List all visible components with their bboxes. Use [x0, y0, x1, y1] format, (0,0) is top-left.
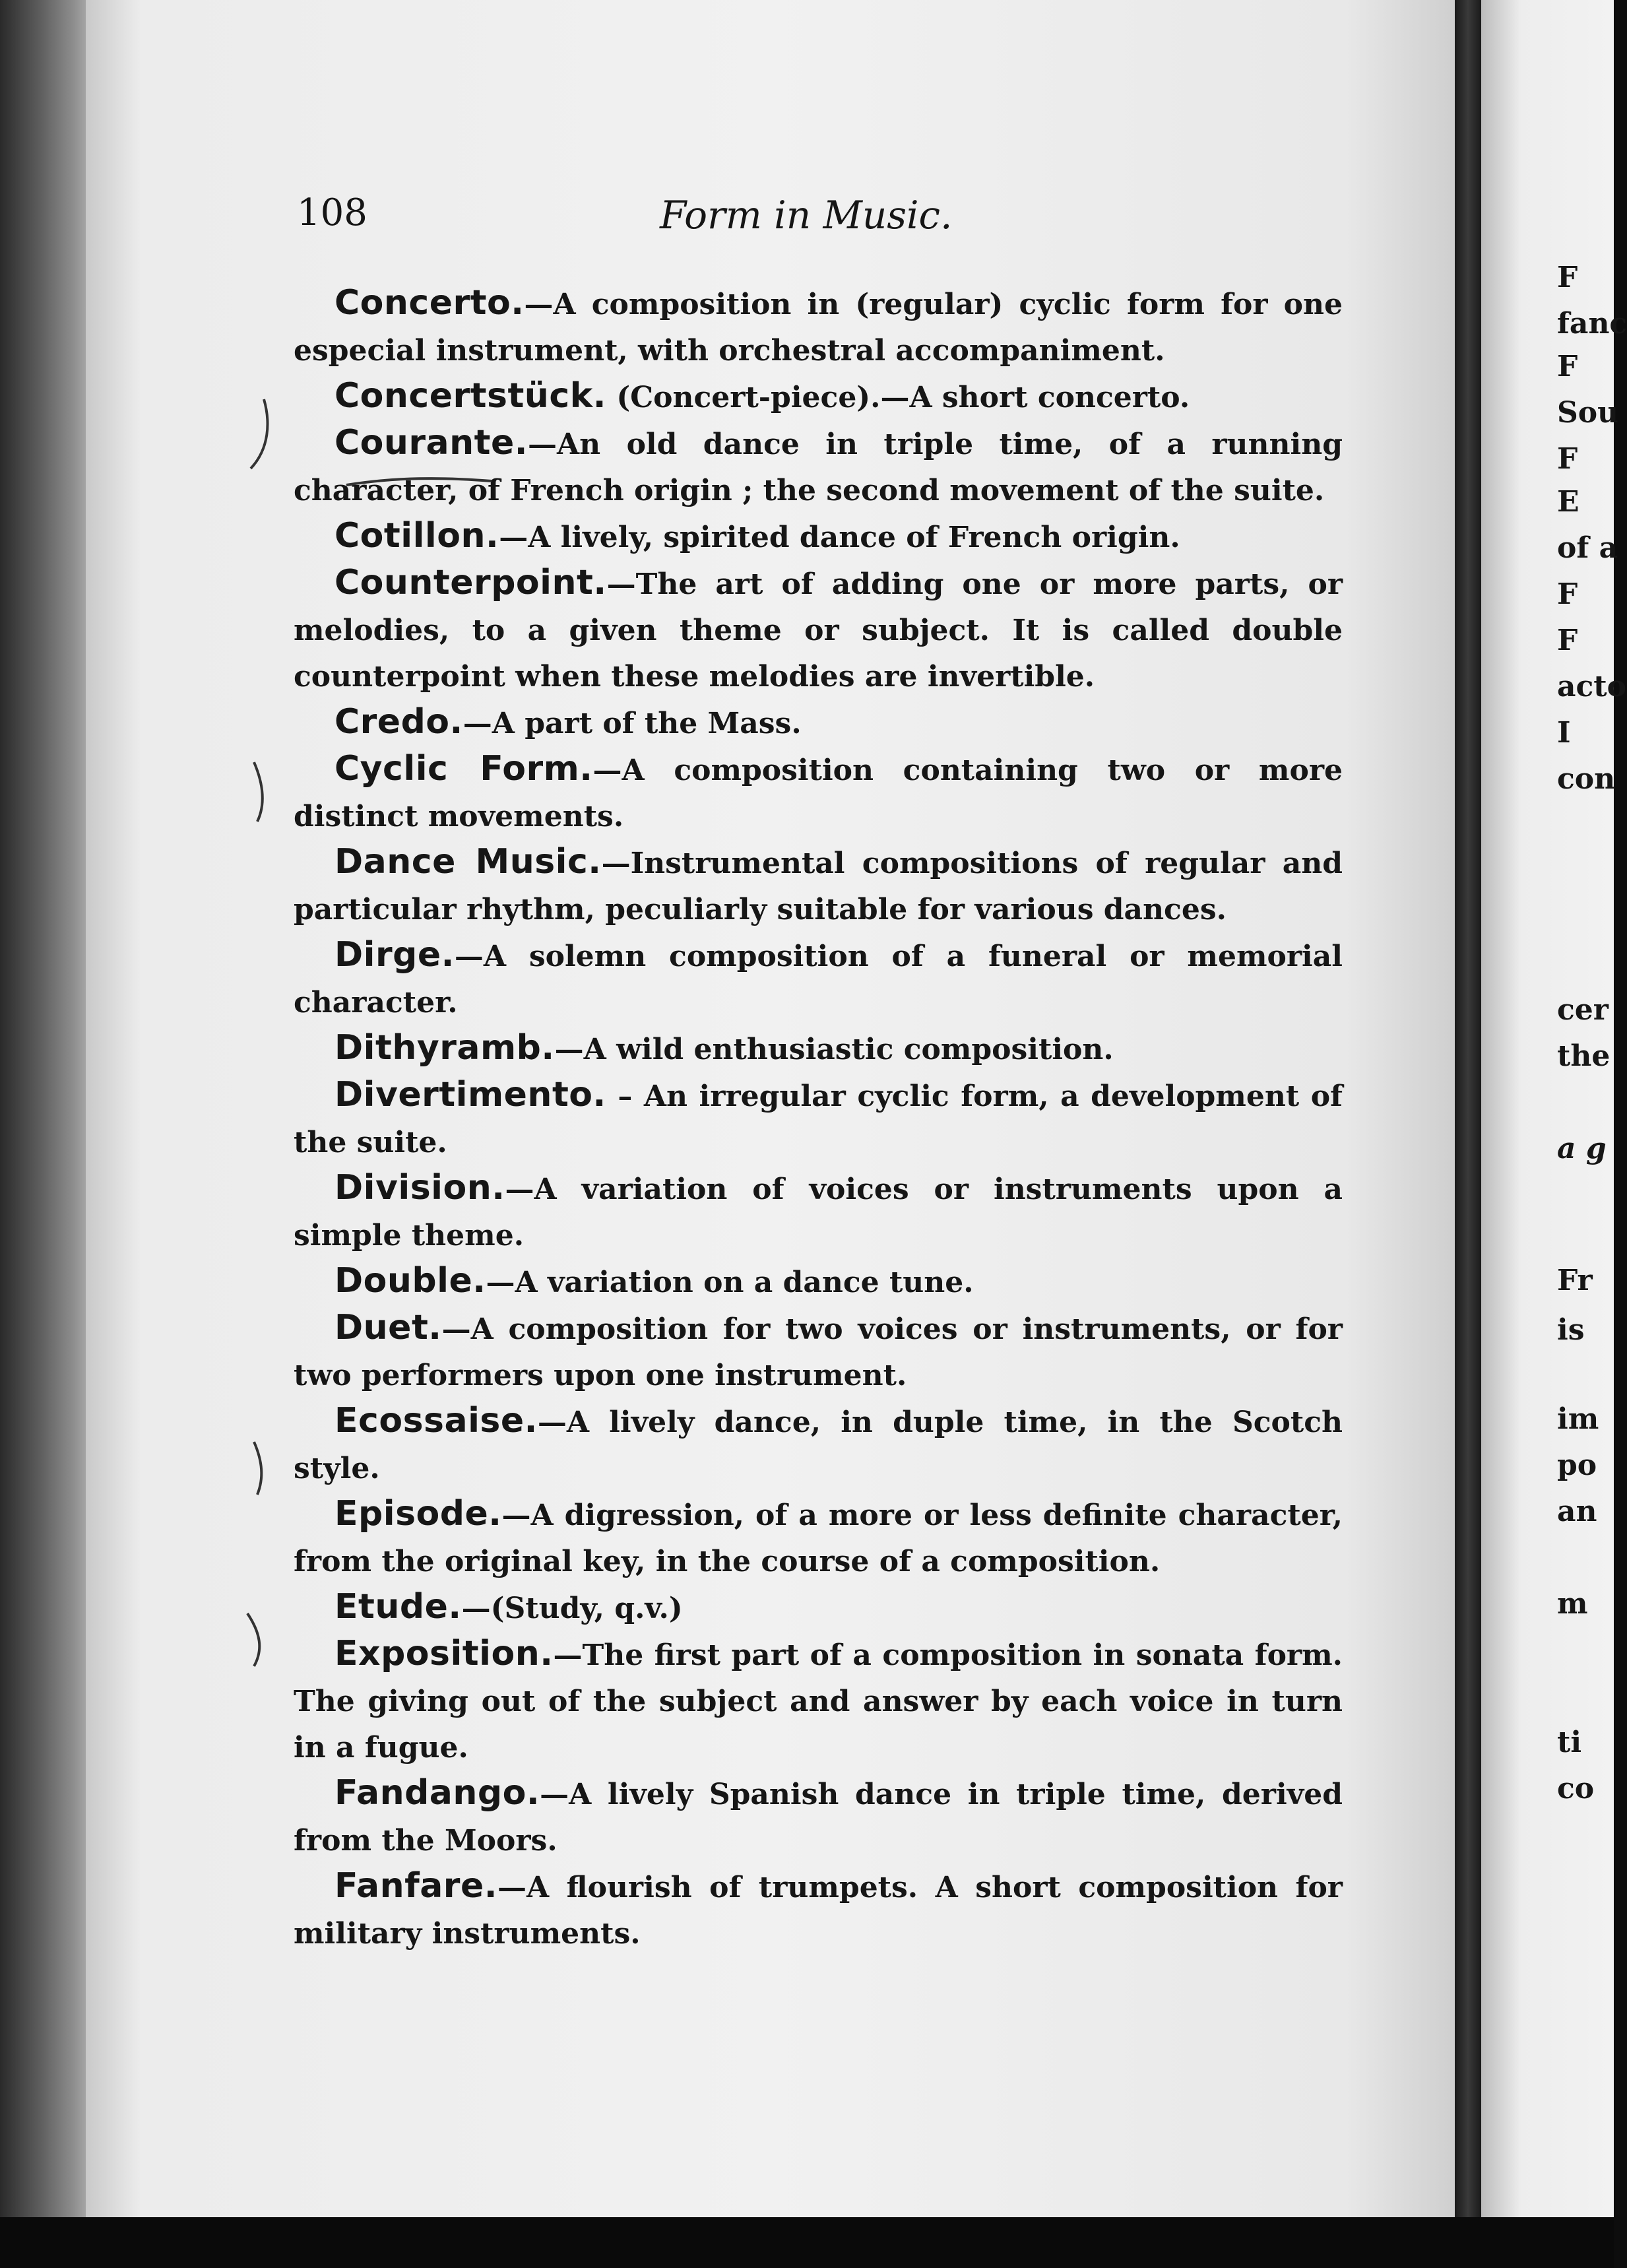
entry-term: Dirge.	[335, 935, 455, 975]
entry-term: Ecossaise.	[335, 1401, 538, 1441]
entry-term: Divertimento.	[335, 1075, 606, 1115]
pencil-check-mark-icon	[244, 1439, 277, 1498]
pencil-check-mark-icon	[241, 1610, 280, 1669]
glossary-entries	[294, 280, 1343, 1957]
entry-term: Duet.	[335, 1308, 442, 1347]
facing-fragment: acto	[1557, 670, 1626, 703]
entry-duet	[294, 1305, 1343, 1398]
entry-double	[294, 1258, 1343, 1305]
entry-definition: – An irregular cyclic form, a development of the suite.	[294, 1080, 1343, 1159]
entry-courante	[294, 420, 1343, 513]
entry-counterpoint	[294, 560, 1343, 699]
entry-definition: —A variation of voices or instruments upon a simple theme.	[294, 1173, 1343, 1252]
entry-definition: —A composition containing two or more distinct movements.	[294, 754, 1343, 833]
book-gutter	[1455, 0, 1481, 2268]
entry-fanfare	[294, 1863, 1343, 1957]
entry-term: Fandango.	[335, 1773, 540, 1813]
facing-fragment: po	[1557, 1448, 1597, 1482]
facing-fragment: fanc	[1557, 307, 1627, 340]
entry-definition: —A wild enthusiastic composition.	[554, 1033, 1114, 1066]
entry-term: Episode.	[335, 1494, 502, 1534]
facing-fragment: an	[1557, 1495, 1597, 1528]
entry-term: Credo.	[335, 702, 463, 742]
entry-term: Counterpoint.	[335, 563, 607, 602]
facing-fragment: E	[1557, 485, 1579, 519]
entry-definition: —A composition in (regular) cyclic form for one especial instrument, with orchestral accompaniment.	[294, 288, 1343, 368]
entry-fandango	[294, 1770, 1343, 1863]
entry-term: Concertstück.	[335, 376, 606, 416]
entry-term: Concerto.	[335, 283, 525, 323]
entry-definition: —(Study, q.v.)	[461, 1592, 683, 1625]
facing-fragment: F	[1557, 350, 1578, 383]
entry-cotillon	[294, 513, 1343, 560]
entry-concertstuck	[294, 373, 1343, 420]
entry-term: Division.	[335, 1168, 505, 1208]
entry-cyclic-form	[294, 746, 1343, 839]
facing-fragment: F	[1557, 577, 1578, 611]
entry-definition: —The first part of a composition in sonata form. The giving out of the subject and answer by each voice in turn in a fugue.	[294, 1638, 1343, 1765]
running-title: Form in Music.	[660, 193, 953, 238]
facing-fragment: Sou	[1557, 396, 1619, 430]
facing-fragment: F	[1557, 261, 1578, 294]
entry-dithyramb	[294, 1025, 1343, 1072]
page-number: 108	[297, 191, 367, 234]
facing-fragment: F	[1557, 442, 1578, 476]
pencil-check-mark-icon	[244, 759, 284, 825]
entry-definition: —A part of the Mass.	[463, 707, 802, 740]
entry-definition: (Concert-piece).—A short concerto.	[606, 381, 1190, 414]
entry-term: Dithyramb.	[335, 1028, 555, 1068]
entry-term: Double.	[335, 1261, 486, 1301]
entry-definition: —A lively dance, in duple time, in the Scotch style.	[294, 1406, 1343, 1485]
pencil-underline-icon	[343, 472, 495, 492]
facing-fragment: cer	[1557, 993, 1609, 1027]
entry-concerto	[294, 280, 1343, 373]
facing-fragment: Fr	[1557, 1264, 1593, 1297]
entry-definition: —Instrumental compositions of regular and particular rhythm, peculiarly suitable for various dances.	[294, 847, 1343, 926]
facing-fragment: im	[1557, 1402, 1599, 1436]
entry-definition: —A lively Spanish dance in triple time, derived from the Moors.	[294, 1778, 1343, 1858]
entry-term: Etude.	[335, 1587, 462, 1627]
facing-fragment: a g	[1557, 1132, 1607, 1165]
entry-definition: —A variation on a dance tune.	[486, 1266, 974, 1299]
entry-ecossaise	[294, 1398, 1343, 1491]
entry-definition: —A composition for two voices or instruments, or for two performers upon one instrument.	[294, 1312, 1343, 1392]
facing-fragment: m	[1557, 1587, 1588, 1621]
entry-divertimento	[294, 1072, 1343, 1165]
entry-term: Dance Music.	[335, 842, 602, 882]
entry-exposition	[294, 1631, 1343, 1770]
entry-term: Exposition.	[335, 1634, 554, 1673]
facing-fragment: F	[1557, 624, 1578, 657]
entry-dance-music	[294, 839, 1343, 932]
entry-definition: —A solemn composition of a funeral or memorial character.	[294, 940, 1343, 1020]
scan-bottom-edge	[0, 2217, 1614, 2268]
entry-term: Courante.	[335, 423, 528, 463]
facing-fragment: the	[1557, 1039, 1611, 1073]
entry-episode	[294, 1491, 1343, 1584]
entry-division	[294, 1165, 1343, 1258]
facing-fragment: ti	[1557, 1726, 1582, 1759]
pencil-check-mark-icon	[244, 396, 284, 475]
facing-fragment: co	[1557, 1772, 1595, 1805]
facing-fragment: of a	[1557, 531, 1618, 565]
entry-credo	[294, 699, 1343, 746]
entry-etude	[294, 1584, 1343, 1631]
entry-term: Cyclic Form.	[335, 749, 593, 789]
entry-definition: —An old dance in triple time, of a running character, of French origin ; the second movement of the suite.	[294, 428, 1343, 507]
facing-fragment: is	[1557, 1313, 1585, 1347]
entry-definition: —The art of adding one or more parts, or melodies, to a given theme or subject. It is called double counterpoint when these melodies are invertible.	[294, 567, 1343, 694]
entry-definition: —A lively, spirited dance of French origin.	[499, 521, 1180, 554]
facing-fragment: I	[1557, 716, 1571, 750]
entry-dirge	[294, 932, 1343, 1025]
entry-definition: —A flourish of trumpets. A short composition for military instruments.	[294, 1871, 1343, 1951]
facing-fragment: con	[1557, 762, 1616, 796]
entry-term: Fanfare.	[335, 1866, 497, 1906]
entry-term: Cotillon.	[335, 516, 499, 556]
entry-definition: —A digression, of a more or less definite character, from the original key, in the course of a composition.	[294, 1499, 1343, 1578]
book-spine-edge	[0, 0, 99, 2268]
